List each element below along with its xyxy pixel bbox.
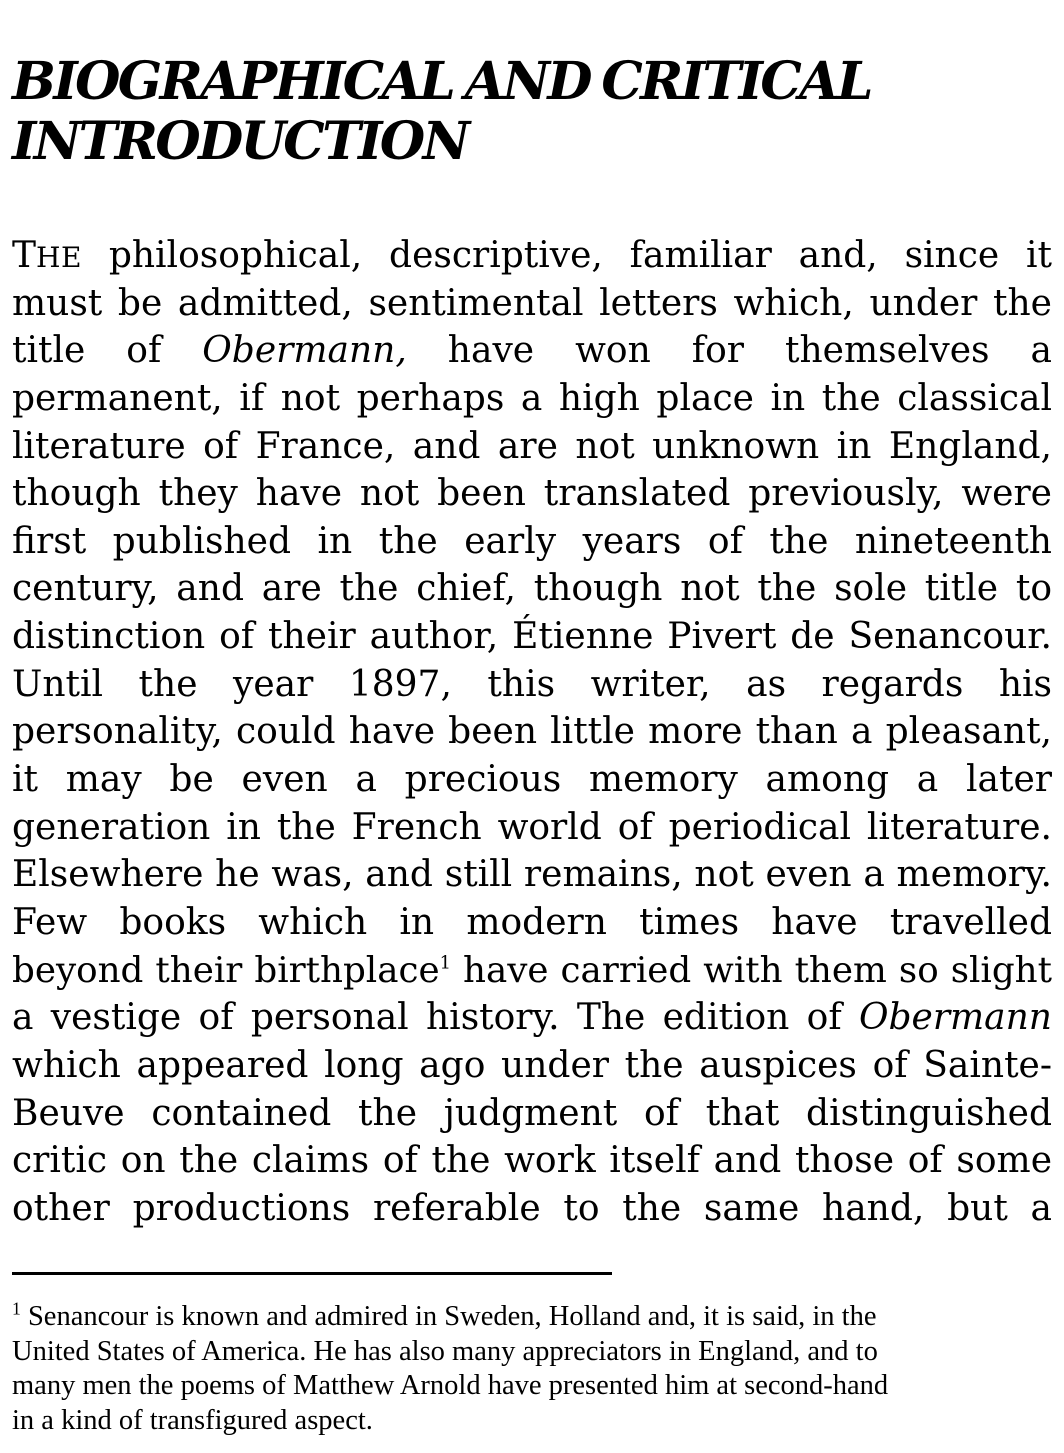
body-line: literature of France, and are not unknown in England, (12, 425, 1052, 467)
body-line-text: a vestige of personal history. The edition of (12, 997, 859, 1039)
body-paragraph (12, 232, 1052, 1232)
body-line: Few books which in modern times have travelled (12, 901, 1052, 943)
italic-title: Obermann (858, 997, 1052, 1039)
footnote-line (12, 1300, 1052, 1335)
body-line-text: philosophical, descriptive, familiar and, since it (82, 235, 1052, 276)
footnote-line: in a kind of transfigured aspect. (12, 1404, 373, 1436)
book-page (12, 0, 1052, 1453)
body-line: critic on the claims of the work itself and those of some (12, 1140, 1052, 1182)
footnote-divider (12, 1272, 612, 1275)
body-line: first published in the early years of the nineteenth (12, 520, 1052, 562)
body-line-text: have won for themselves a (406, 330, 1052, 372)
footnote-reference[interactable]: 1 (439, 952, 451, 974)
body-line: other productions referable to the same hand, but a (12, 1187, 1052, 1229)
chapter-heading-line-2: INTRODUCTION (12, 111, 468, 172)
body-line: distinction of their author, Étienne Pivert de Senancour. (12, 616, 1052, 658)
small-caps: HE (36, 241, 82, 274)
body-line: must be admitted, sentimental letters which, under the (12, 282, 1052, 324)
footnote (12, 1300, 1052, 1438)
body-line: century, and are the chief, though not the sole title to (12, 568, 1052, 610)
body-line: personality, could have been little more than a pleasant, (12, 711, 1052, 753)
body-line: which appeared long ago under the auspices of Sainte- (12, 1044, 1052, 1086)
body-line: Beuve contained the judgment of that distinguished (12, 1092, 1052, 1134)
body-line (12, 994, 1052, 1042)
body-line: Until the year 1897, this writer, as regards his (12, 663, 1052, 705)
footnote-text: Senancour is known and admired in Sweden, Holland and, it is said, in the (20, 1301, 877, 1332)
body-line: it may be even a precious memory among a later (12, 759, 1052, 801)
body-line: Elsewhere he was, and still remains, not even a memory. (12, 854, 1052, 896)
body-line (12, 232, 1052, 280)
body-line (12, 327, 1052, 375)
footnote-line: United States of America. He has also many appreciators in England, and to (12, 1335, 878, 1367)
body-line: generation in the French world of periodical literature. (12, 806, 1052, 848)
body-line-text: title of (12, 330, 203, 372)
body-line: though they have not been translated previously, were (12, 473, 1052, 515)
body-line-text: have carried with them so slight (450, 949, 1052, 991)
body-line (12, 947, 1052, 995)
footnote-line: many men the poems of Matthew Arnold have presented him at second-hand (12, 1370, 889, 1401)
drop-cap: T (12, 235, 37, 276)
chapter-heading (12, 52, 1052, 172)
footnote-marker: 1 (12, 1298, 21, 1319)
body-line-text: beyond their birthplace (12, 949, 440, 991)
body-line: permanent, if not perhaps a high place in the classical (12, 377, 1052, 419)
italic-title: Obermann, (202, 330, 407, 372)
chapter-heading-line-1: BIOGRAPHICAL AND CRITICAL (12, 51, 871, 112)
